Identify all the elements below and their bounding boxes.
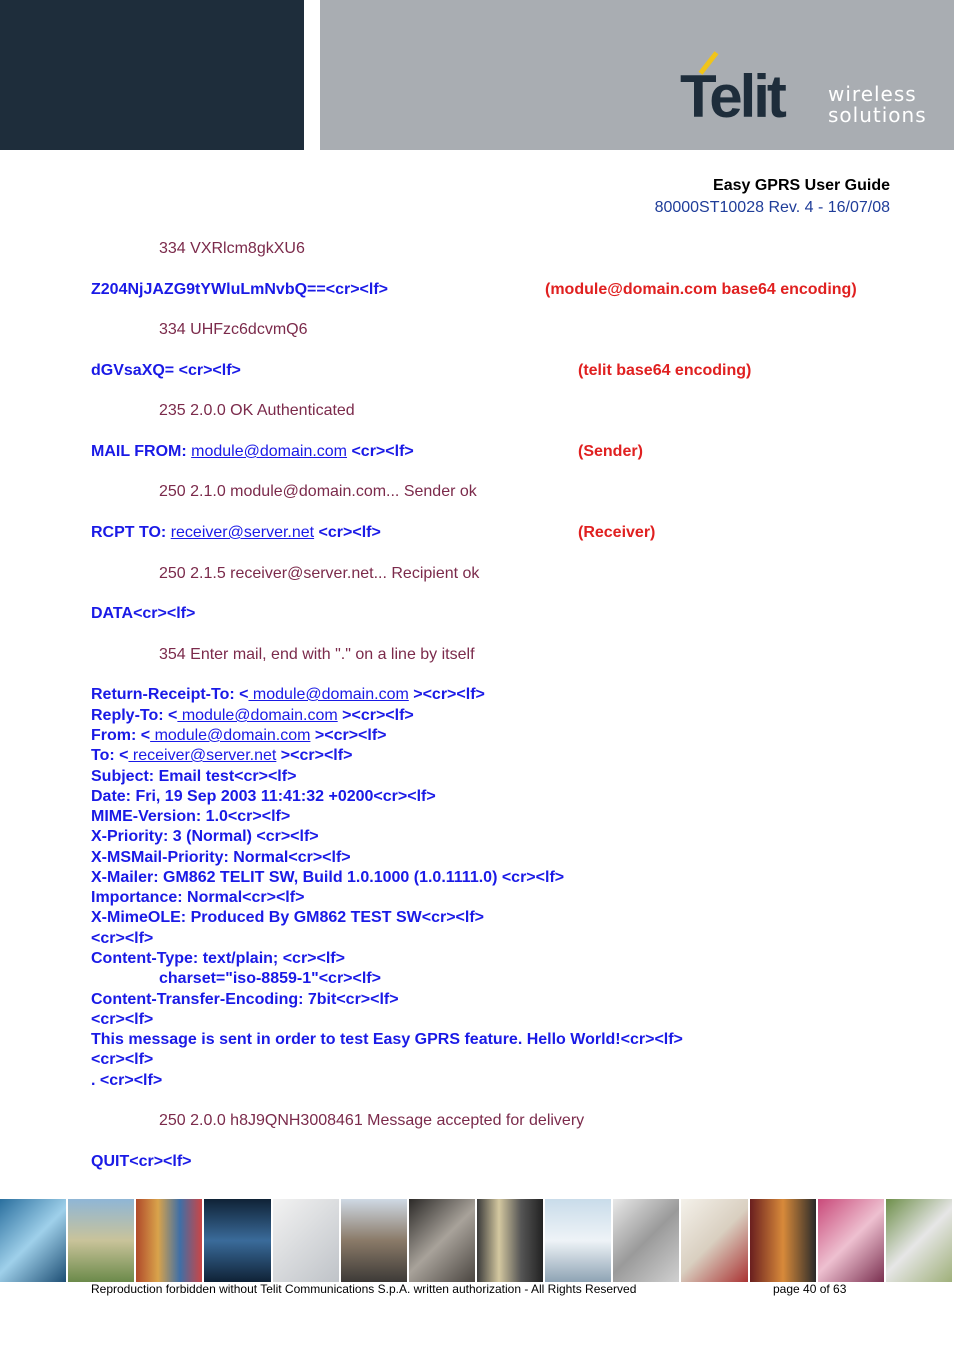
- mail-header-line: X-Mailer: GM862 TELIT SW, Build 1.0.1000 (1.0.1111.0) <cr><lf>: [91, 869, 565, 886]
- server-response: 235 2.0.0 OK Authenticated: [159, 402, 355, 419]
- mail-header-line: Content-Type: text/plain; <cr><lf>: [91, 950, 345, 967]
- mail-end-line: . <cr><lf>: [91, 1072, 163, 1089]
- mail-body-line: <cr><lf>: [91, 1051, 154, 1068]
- mail-header-line: To: < receiver@server.net ><cr><lf>: [91, 747, 353, 764]
- photo-tile: [681, 1199, 749, 1282]
- mail-header-line: Return-Receipt-To: < module@domain.com ><cr><lf>: [91, 686, 485, 703]
- mail-header-line: Content-Transfer-Encoding: 7bit<cr><lf>: [91, 991, 399, 1008]
- command-note: (Sender): [578, 443, 643, 460]
- server-response: 334 VXRlcm8gkXU6: [159, 240, 305, 257]
- photo-tile: [545, 1199, 613, 1282]
- command-note: (module@domain.com base64 encoding): [545, 281, 857, 298]
- mail-header-line: charset="iso-8859-1"<cr><lf>: [159, 970, 381, 987]
- command-line: MAIL FROM: module@domain.com <cr><lf>: [91, 443, 414, 460]
- photo-tile: [0, 1199, 68, 1282]
- mail-header-line: <cr><lf>: [91, 930, 154, 947]
- server-response: 354 Enter mail, end with "." on a line by itself: [159, 646, 475, 663]
- mail-header-line: Importance: Normal<cr><lf>: [91, 889, 305, 906]
- command-note: (telit base64 encoding): [578, 362, 752, 379]
- server-response: 250 2.1.5 receiver@server.net... Recipient ok: [159, 565, 480, 582]
- mail-header-line: <cr><lf>: [91, 1011, 154, 1028]
- mail-header-line: Subject: Email test<cr><lf>: [91, 768, 297, 785]
- photo-tile: [477, 1199, 545, 1282]
- photo-tile: [136, 1199, 204, 1282]
- mail-header-line: X-MimeOLE: Produced By GM862 TEST SW<cr><lf>: [91, 909, 484, 926]
- photo-tile: [409, 1199, 477, 1282]
- photo-tile: [613, 1199, 681, 1282]
- command-line: RCPT TO: receiver@server.net <cr><lf>: [91, 524, 381, 541]
- footer-copyright: Reproduction forbidden without Telit Communications S.p.A. written authorization - All Rights Reserved: [91, 1282, 637, 1296]
- command-line: QUIT<cr><lf>: [91, 1153, 192, 1170]
- mail-header-line: X-MSMail-Priority: Normal<cr><lf>: [91, 849, 351, 866]
- footer-page-number: page 40 of 63: [773, 1282, 847, 1296]
- mail-header-line: X-Priority: 3 (Normal) <cr><lf>: [91, 828, 319, 845]
- mail-body-line: This message is sent in order to test Easy GPRS feature. Hello World!<cr><lf>: [91, 1031, 683, 1048]
- photo-tile: [750, 1199, 818, 1282]
- footer-photo-strip: [0, 1199, 954, 1282]
- mail-header-line: From: < module@domain.com ><cr><lf>: [91, 727, 387, 744]
- header-dark-panel: [0, 0, 304, 150]
- logo-wordmark: Telit: [680, 63, 784, 130]
- photo-tile: [68, 1199, 136, 1282]
- server-response: 250 2.1.0 module@domain.com... Sender ok: [159, 483, 477, 500]
- command-note: (Receiver): [578, 524, 656, 541]
- command-line: dGVsaXQ= <cr><lf>: [91, 362, 241, 379]
- server-response: 334 UHFzc6dcvmQ6: [159, 321, 308, 338]
- command-line: Z204NjJAZG9tYWluLmNvbQ==<cr><lf>: [91, 281, 388, 298]
- logo-tagline: wireless solutions: [828, 82, 927, 127]
- email-link[interactable]: receiver@server.net: [170, 524, 315, 541]
- email-link[interactable]: module@domain.com: [191, 443, 348, 460]
- email-link[interactable]: receiver@server.net: [128, 747, 277, 764]
- mail-header-line: Reply-To: < module@domain.com ><cr><lf>: [91, 707, 414, 724]
- document-title: Easy GPRS User Guide: [713, 177, 890, 194]
- command-line: DATA<cr><lf>: [91, 605, 196, 622]
- email-link[interactable]: module@domain.com: [150, 727, 311, 744]
- photo-tile: [204, 1199, 272, 1282]
- photo-tile: [273, 1199, 341, 1282]
- mail-header-line: Date: Fri, 19 Sep 2003 11:41:32 +0200<cr><lf>: [91, 788, 436, 805]
- photo-tile: [341, 1199, 409, 1282]
- telit-logo: [676, 50, 936, 130]
- email-link[interactable]: module@domain.com: [177, 707, 338, 724]
- document-revision: 80000ST10028 Rev. 4 - 16/07/08: [654, 199, 890, 216]
- photo-tile: [818, 1199, 886, 1282]
- server-response: 250 2.0.0 h8J9QNH3008461 Message accepted for delivery: [159, 1112, 585, 1129]
- mail-header-line: MIME-Version: 1.0<cr><lf>: [91, 808, 291, 825]
- photo-tile: [886, 1199, 954, 1282]
- email-link[interactable]: module@domain.com: [248, 686, 409, 703]
